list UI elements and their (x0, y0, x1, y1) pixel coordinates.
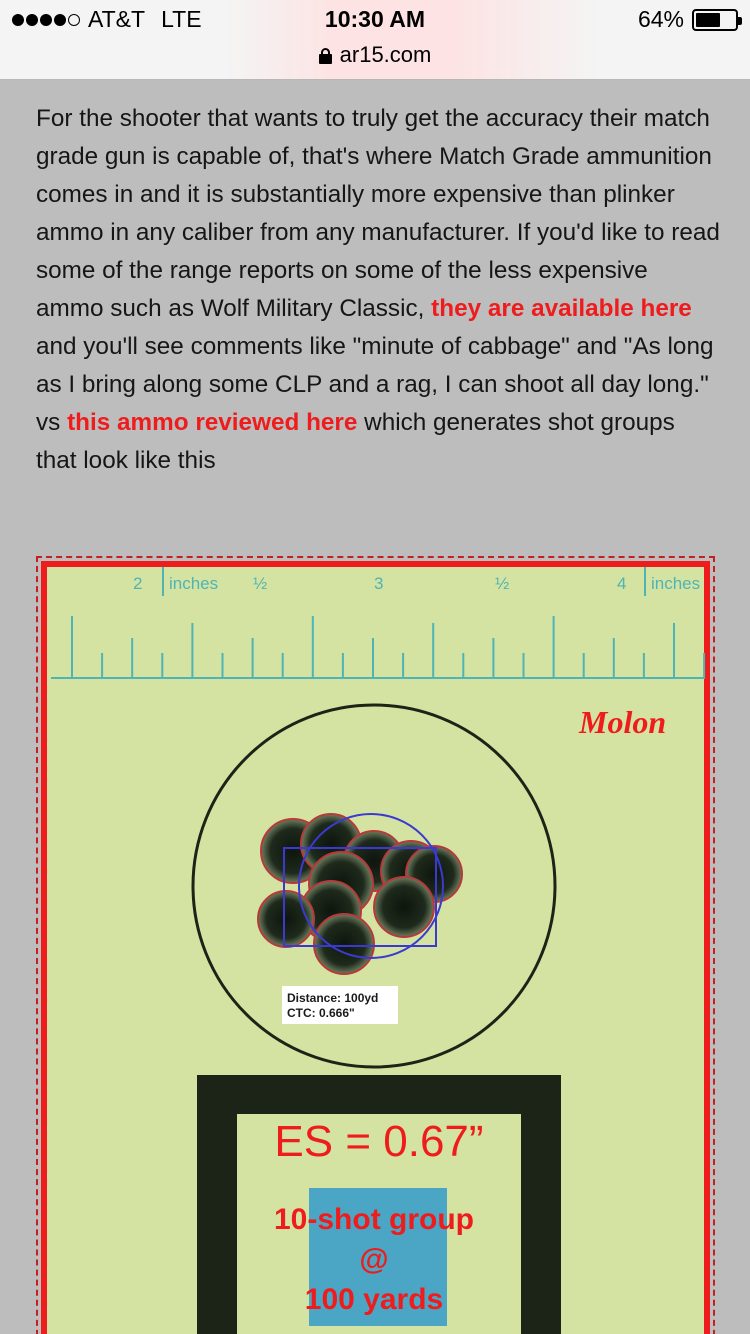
address-bar[interactable] (0, 42, 750, 68)
article-text-1: For the shooter that wants to truly get the accuracy their match grade gun is capable of, that's where Match Grade ammunition comes in and it is substantially more expensive than plinker ammo in any caliber from any manufacturer. If you'd like to read some of the range reports on some of the less expensive ammo such as Wolf Military Classic, (36, 105, 720, 322)
wolf-reports-link[interactable]: they are available here (431, 295, 692, 322)
status-right (638, 6, 738, 33)
group-line-3: 100 yards (304, 1283, 444, 1316)
status-time: 10:30 AM (324, 6, 426, 32)
article-text-2: and you'll see comments like "minute of cabbage" and "As long as I bring along some CLP and a rag, I can shoot all day long." vs (36, 333, 714, 436)
lock-icon (319, 48, 332, 64)
url-text[interactable]: ar15.com (339, 42, 432, 67)
ctc-label: CTC: 0.666" (287, 1006, 355, 1020)
distance-label: Distance: 100yd (287, 991, 379, 1005)
battery-icon (692, 9, 738, 31)
brand-logo: Molon (579, 704, 667, 740)
article-text-3: which generates shot groups that look like this (36, 409, 675, 474)
group-line-2: @ (359, 1243, 389, 1276)
group-line-1: 10-shot group (274, 1203, 474, 1236)
status-bar (0, 0, 750, 80)
article-paragraph (36, 100, 721, 480)
ruler-label-inches: inches (169, 574, 219, 593)
battery-fill (696, 13, 720, 27)
ammo-review-link[interactable]: this ammo reviewed here (67, 409, 358, 436)
ruler-label-3: 3 (374, 574, 384, 593)
ruler-label-half-1: ½ (253, 574, 268, 593)
battery-percent: 64% (637, 6, 684, 32)
ruler-label-inches-2: inches (651, 574, 701, 593)
carrier-name: AT&T (88, 6, 146, 32)
target-image-drawing (41, 561, 710, 1334)
ruler-label-2: 2 (133, 574, 143, 593)
target-image[interactable] (36, 556, 715, 1334)
ruler-label-4: 4 (617, 574, 627, 593)
es-label: ES = 0.67” (274, 1117, 484, 1166)
network-type: LTE (161, 6, 202, 32)
ruler-label-half-2: ½ (495, 574, 510, 593)
